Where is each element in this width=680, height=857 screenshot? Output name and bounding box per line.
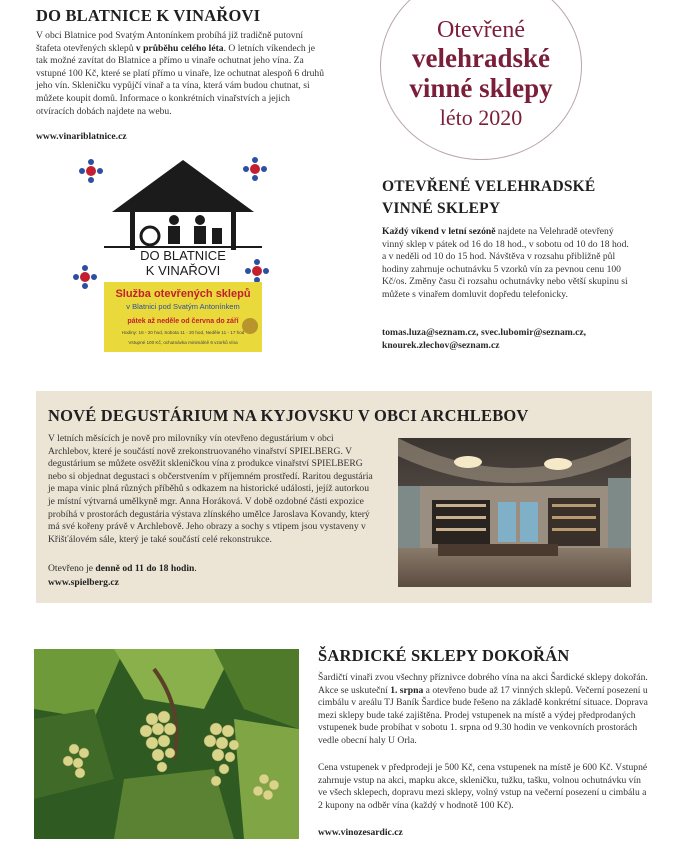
text-emphasis: 1. srpna — [390, 684, 424, 696]
blatnice-web-link[interactable]: www.vinariblatnice.cz — [36, 131, 127, 142]
velehrad-contact-emails[interactable]: tomas.luza@seznam.cz, svec.lubomir@seznam.cz, knourek.zlechov@seznam.cz — [382, 327, 587, 351]
text-segment: najdete na Velehradě otevřený vinný sklep v pátek od 16 do 18 hod., v sobotu od 10 do 18 hod. a v neděli od 10 do 15 hod. Návštěva v rozsahu přibližně půl hodiny zahrnuje ochutnávku 5 vzorků vín za pevnou cenu 100 Kč/os. Změny času či rozsahu ochutnávky nebo větší skupinu si můžete s vinařem domluvit dopředu telefonicky. — [382, 226, 629, 300]
blatnice-logo — [36, 152, 328, 352]
banner-fine-print: Vstupné 100 Kč, ochutnávka minimálně 6 vzorků vína — [128, 340, 238, 345]
opening-hours — [48, 563, 197, 574]
text-emphasis: Každý víkend v letní sezóně — [382, 226, 496, 237]
article-velehrad-title: OTEVŘENÉ VELEHRADSKÉ VINNÉ SKLEPY — [382, 178, 596, 217]
article-archlebov-text: V letních měsících je nově pro milovníky vín otevřeno degustárium v obci Archlebov, které je součástí nově zrekonstruovaného vinařství SPIELBERG. V degustárium se můžete osvěžit skleničkou vína z produkce vinařství SPIELBERG nebo si objednat degustaci s občerstvením v příjemném prostředí. Raritou degustária je mapa vinic plná různých příběhů s odkazem na historické události, jejíž autorkou je místní výtvarná umělkyně mgr. Anna Horáková. V době ozdobné části expozice probíhá v prostorách degustária výstava zlínského umělce Jaroslava Kovandy, který má své kořeny právě v Archlebově. Jeho obrazy a sochy s vtipem jsou vystaveny v Křišťálovém sále, který je také součástí celé rekonstrukce. — [48, 433, 373, 545]
gold-medal-icon — [242, 318, 258, 334]
wine-cellar-poster — [104, 156, 262, 352]
text-emphasis: v průběhu celého léta — [135, 42, 224, 54]
article-velehrad-text — [382, 226, 632, 302]
grapevine-photo — [34, 649, 299, 839]
sardice-web-link[interactable]: www.vinozesardic.cz — [318, 827, 403, 838]
degustarium-interior-photo — [398, 438, 631, 587]
folk-flower-icon — [78, 158, 104, 184]
text-segment: Otevřeno je — [48, 563, 96, 574]
seal-line-1: Otevřené — [437, 17, 525, 43]
text-segment: V obci Blatnice pod Svatým Antonínkem probíhá již tradičně putovní štafeta otevřených sklepů — [36, 30, 304, 54]
text-segment: . O letních víkendech je tak možné zavítat do Blatnice a přímo u vinaře ochutnat jeho vína. Za vstupné 100 Kč, které se platí přímo u vinaře, lze ochutnat alespoň 6 druhů jeho vín. Skleničku vypůjčí vinař a ta vína, která vám budou chutnat, si můžete koupit domů. Informace o konkrétních vinařstvích a jejich otvíracích dobách najdete na webu. — [36, 42, 324, 117]
seal-line-4: léto 2020 — [439, 105, 523, 130]
banner-dates: pátek až neděle od června do září — [127, 318, 239, 325]
person-icon — [169, 215, 179, 225]
logo-line-1: DO BLATNICE — [140, 248, 226, 263]
barrel-icon — [141, 227, 159, 245]
folk-flower-icon — [72, 264, 98, 290]
text-emphasis: denně od 11 do 18 hodin — [95, 563, 195, 574]
text-segment: . — [194, 563, 197, 574]
seal-line-3: vinné sklepy — [409, 73, 553, 103]
article-blatnice-text — [36, 30, 328, 118]
spielberg-web-link[interactable]: www.spielberg.cz — [48, 577, 119, 588]
person-icon — [195, 215, 205, 225]
text-segment: a otevřeno bude až 17 vinných sklepů. Večerní posezení u cimbálu v areálu TJ Baník Šardice bude řešeno na základě konkrétní situace. Doprava mezi sklepy bude také zajištěna. Prodej vstupenek na místě a výdej předprodaných vstupenek bude probíhat v sobotu 1. srpna od 9.30 hodin ve venkovních prostorách vedle obecní haly U Orla. — [318, 684, 648, 746]
banner-title: Služba otevřených sklepů — [115, 288, 251, 300]
banner-fine-print: Hodiny: 16 - 20 hod, Sobota 11 - 20 hod, Neděle 11 - 17 hod — [121, 330, 245, 335]
velehrad-seal — [380, 0, 582, 160]
article-sardice-title: ŠARDICKÉ SKLEPY DOKOŘÁN — [318, 646, 570, 665]
seal-line-2: velehradské — [412, 43, 550, 73]
thatched-roof-icon — [112, 160, 254, 212]
article-sardice-text — [318, 672, 648, 748]
text-segment: Šardičtí vinaři zvou všechny příznivce dobrého vína na akci Šardické sklepy dokořán. Akce se uskuteční — [318, 672, 648, 696]
article-blatnice-title: DO BLATNICE K VINAŘOVI — [36, 6, 261, 25]
article-sardice-prices: Cena vstupenek v předprodeji je 500 Kč, cena vstupenek na místě je 600 Kč. Vstupné zahrnuje vstup na akci, mapku akce, skleničku, tužku, tašku, volnou ochutnávku vín ve všech sklepech, dopravu mezi sklepy, volný vstup na večerní posezení u cimbálu a 2 kupony na odběr vína (každý v hodnotě 100 Kč). — [318, 762, 648, 811]
banner-subtitle: v Blatnici pod Svatým Antonínkem — [126, 302, 240, 311]
logo-line-2: K VINAŘOVI — [145, 263, 221, 278]
article-archlebov-title: NOVÉ DEGUSTÁRIUM NA KYJOVSKU V OBCI ARCHLEBOV — [48, 406, 529, 425]
